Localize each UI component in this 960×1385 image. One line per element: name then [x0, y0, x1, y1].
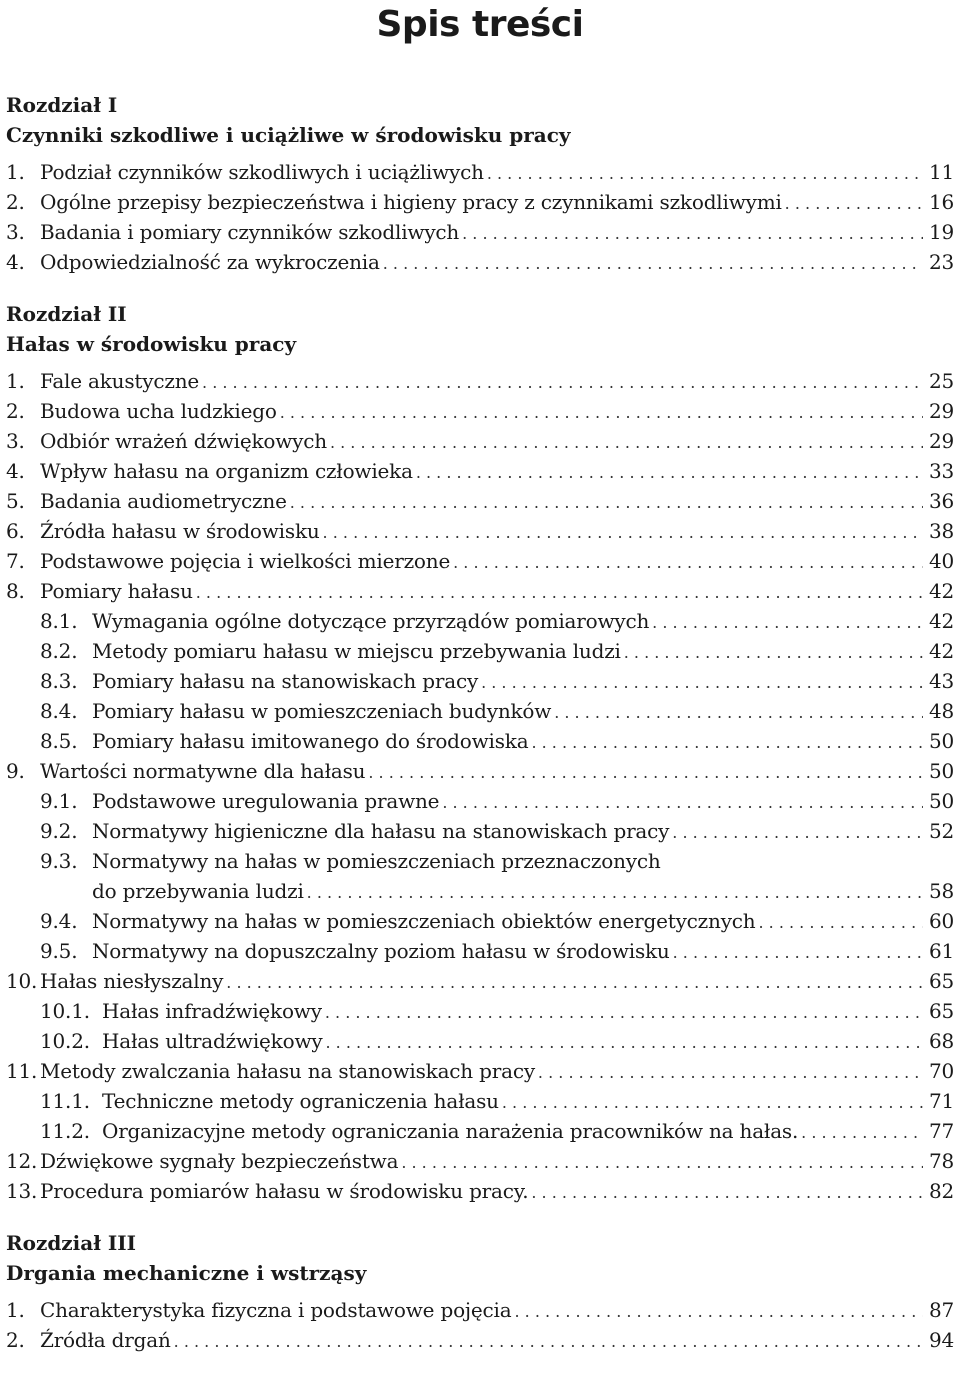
entry-text: Pomiary hałasu w pomieszczeniach budynków — [92, 699, 552, 723]
entry-page: 23 — [928, 250, 954, 274]
toc-entry[interactable] — [6, 157, 954, 187]
chapter-label: Rozdział III — [6, 1231, 136, 1255]
entry-text: Normatywy higieniczne dla hałasu na stanowiskach pracy — [92, 819, 670, 843]
entry-number: 12. — [6, 1149, 38, 1173]
entry-number: 9.1. — [40, 789, 78, 813]
entry-page: 19 — [928, 220, 954, 244]
toc-subentry[interactable] — [6, 696, 954, 726]
entry-number: 2. — [6, 190, 25, 214]
toc-entry[interactable] — [6, 426, 954, 456]
dot-leader — [481, 668, 923, 698]
entry-number: 8.1. — [40, 609, 78, 633]
entry-page: 42 — [928, 639, 954, 663]
entry-text: Podstawowe pojęcia i wielkości mierzone — [40, 549, 451, 573]
dot-leader — [672, 818, 923, 848]
entry-number: 9.3. — [40, 849, 78, 873]
entry-number: 8. — [6, 579, 25, 603]
page-title: Spis treści — [376, 4, 584, 45]
entry-page: 65 — [928, 969, 954, 993]
entry-page: 52 — [928, 819, 954, 843]
chapter-entries — [6, 366, 954, 1206]
dot-leader — [801, 1118, 923, 1148]
entry-text: Badania i pomiary czynników szkodliwych — [40, 220, 460, 244]
chapter-entries — [6, 157, 954, 277]
dot-leader — [307, 878, 923, 908]
entry-number: 8.2. — [40, 639, 78, 663]
entry-text: Hałas niesłyszalny — [40, 969, 224, 993]
entry-number: 9.2. — [40, 819, 78, 843]
entry-page: 60 — [928, 909, 954, 933]
toc-entry[interactable] — [6, 516, 954, 546]
toc-entry[interactable] — [6, 966, 954, 996]
entry-text: Pomiary hałasu na stanowiskach pracy — [92, 669, 479, 693]
entry-text-continuation: do przebywania ludzi — [92, 879, 304, 903]
toc-subentry-continuation[interactable] — [6, 876, 954, 906]
entry-number: 2. — [6, 1328, 25, 1352]
entry-text: Metody pomiaru hałasu w miejscu przebywania ludzi — [92, 639, 621, 663]
entry-text: Normatywy na dopuszczalny poziom hałasu w środowisku — [92, 939, 670, 963]
toc-entry[interactable] — [6, 1176, 954, 1206]
entry-number: 4. — [6, 250, 25, 274]
dot-leader — [673, 938, 923, 968]
entry-text: Odbiór wrażeń dźwiękowych — [40, 429, 327, 453]
entry-page: 50 — [928, 729, 954, 753]
entry-page: 70 — [928, 1059, 954, 1083]
entry-page: 33 — [928, 459, 954, 483]
chapter-entries — [6, 1295, 954, 1355]
entry-page: 94 — [928, 1328, 954, 1352]
entry-text: Pomiary hałasu imitowanego do środowiska — [92, 729, 529, 753]
chapter-label: Rozdział II — [6, 302, 127, 326]
entry-number: 11.2. — [40, 1119, 90, 1143]
entry-number: 11.1. — [40, 1089, 90, 1113]
entry-number: 13. — [6, 1179, 38, 1203]
entry-number: 10. — [6, 969, 38, 993]
entry-page: 29 — [928, 429, 954, 453]
entry-number: 5. — [6, 489, 25, 513]
toc-subentry-first-line[interactable] — [6, 846, 954, 876]
entry-number: 7. — [6, 549, 25, 573]
entry-page: 61 — [928, 939, 954, 963]
dot-leader — [368, 758, 923, 788]
entry-text: Ogólne przepisy bezpieczeństwa i higieny pracy z czynnikami szkodliwymi — [40, 190, 782, 214]
toc-entry[interactable] — [6, 247, 954, 277]
entry-text: Źródła drgań — [40, 1328, 171, 1352]
chapter-heading — [6, 1228, 954, 1288]
entry-page: 38 — [928, 519, 954, 543]
entry-page: 16 — [928, 190, 954, 214]
dot-leader — [174, 1327, 923, 1357]
dot-leader — [462, 219, 923, 249]
entry-number: 1. — [6, 1298, 25, 1322]
dot-leader — [323, 518, 923, 548]
toc-subentry[interactable] — [6, 606, 954, 636]
entry-number: 10.2. — [40, 1029, 90, 1053]
entry-number: 3. — [6, 220, 25, 244]
entry-text: Metody zwalczania hałasu na stanowiskach pracy — [40, 1059, 535, 1083]
entry-text: Pomiary hałasu — [40, 579, 193, 603]
entry-number: 2. — [6, 399, 25, 423]
entry-page: 36 — [928, 489, 954, 513]
toc-subentry[interactable] — [6, 666, 954, 696]
entry-text: Hałas infradźwiękowy — [102, 999, 322, 1023]
entry-page: 40 — [928, 549, 954, 573]
dot-leader — [514, 1297, 922, 1327]
toc-entry[interactable] — [6, 396, 954, 426]
toc-entry[interactable] — [6, 1146, 954, 1176]
entry-number: 10.1. — [40, 999, 90, 1023]
entry-text: Organizacyjne metody ograniczania narażenia pracowników na hałas. — [102, 1119, 799, 1143]
toc-subentry[interactable] — [6, 1026, 954, 1056]
entry-page: 50 — [928, 789, 954, 813]
dot-leader — [383, 249, 923, 279]
chapter-1 — [6, 90, 954, 277]
dot-leader — [325, 1028, 922, 1058]
entry-page: 71 — [928, 1089, 954, 1113]
toc-entry[interactable] — [6, 366, 954, 396]
entry-text: Wymagania ogólne dotyczące przyrządów pomiarowych — [92, 609, 650, 633]
dot-leader — [330, 428, 923, 458]
entry-number: 8.5. — [40, 729, 78, 753]
entry-text: Podstawowe uregulowania prawne — [92, 789, 440, 813]
entry-text: Normatywy na hałas w pomieszczeniach przeznaczonych — [92, 849, 661, 873]
toc-subentry[interactable] — [6, 906, 954, 936]
entry-text: Wpływ hałasu na organizm człowieka — [40, 459, 413, 483]
entry-page: 11 — [928, 160, 954, 184]
toc-entry[interactable] — [6, 456, 954, 486]
entry-text: Dźwiękowe sygnały bezpieczeństwa — [40, 1149, 399, 1173]
entry-text: Charakterystyka fizyczna i podstawowe pojęcia — [40, 1298, 512, 1322]
entry-page: 58 — [928, 879, 954, 903]
dot-leader — [531, 1178, 923, 1208]
entry-page: 65 — [928, 999, 954, 1023]
dot-leader — [196, 578, 923, 608]
dot-leader — [442, 788, 923, 818]
entry-number: 9.5. — [40, 939, 78, 963]
entry-text: Źródła hałasu w środowisku — [40, 519, 320, 543]
entry-text: Badania audiometryczne — [40, 489, 287, 513]
toc-subentry[interactable] — [6, 726, 954, 756]
dot-leader — [401, 1148, 923, 1178]
entry-page: 42 — [928, 609, 954, 633]
chapter-heading — [6, 90, 954, 150]
entry-page: 77 — [928, 1119, 954, 1143]
entry-page: 78 — [928, 1149, 954, 1173]
toc-subentry[interactable] — [6, 786, 954, 816]
entry-text: Procedura pomiarów hałasu w środowisku pracy. — [40, 1179, 529, 1203]
toc-entry[interactable] — [6, 1325, 954, 1355]
dot-leader — [280, 398, 923, 428]
dot-leader — [624, 638, 923, 668]
dot-leader — [758, 908, 922, 938]
toc-subentry[interactable] — [6, 996, 954, 1026]
entry-page: 25 — [928, 369, 954, 393]
entry-page: 29 — [928, 399, 954, 423]
dot-leader — [652, 608, 923, 638]
entry-page: 48 — [928, 699, 954, 723]
entry-number: 9. — [6, 759, 25, 783]
entry-text: Odpowiedzialność za wykroczenia — [40, 250, 380, 274]
entry-number: 1. — [6, 369, 25, 393]
entry-text: Normatywy na hałas w pomieszczeniach obiektów energetycznych — [92, 909, 756, 933]
chapter-title: Hałas w środowisku pracy — [6, 332, 297, 356]
entry-text: Wartości normatywne dla hałasu — [40, 759, 366, 783]
toc-subentry[interactable] — [6, 1116, 954, 1146]
toc-subentry[interactable] — [6, 1086, 954, 1116]
toc-entry[interactable] — [6, 187, 954, 217]
dot-leader — [202, 368, 923, 398]
dot-leader — [453, 548, 923, 578]
entry-page: 42 — [928, 579, 954, 603]
dot-leader — [487, 159, 923, 189]
chapter-label: Rozdział I — [6, 93, 118, 117]
entry-number: 3. — [6, 429, 25, 453]
entry-number: 9.4. — [40, 909, 78, 933]
entry-number: 1. — [6, 160, 25, 184]
entry-page: 68 — [928, 1029, 954, 1053]
dot-leader — [502, 1088, 923, 1118]
entry-text: Hałas ultradźwiękowy — [102, 1029, 323, 1053]
chapter-title: Drgania mechaniczne i wstrząsy — [6, 1261, 367, 1285]
entry-text: Fale akustyczne — [40, 369, 200, 393]
entry-number: 8.4. — [40, 699, 78, 723]
entry-text: Budowa ucha ludzkiego — [40, 399, 277, 423]
toc-entry[interactable] — [6, 486, 954, 516]
chapter-title: Czynniki szkodliwe i uciążliwe w środowisku pracy — [6, 123, 571, 147]
entry-page: 43 — [928, 669, 954, 693]
entry-number: 6. — [6, 519, 25, 543]
dot-leader — [538, 1058, 923, 1088]
toc-entry[interactable] — [6, 576, 954, 606]
entry-text: Podział czynników szkodliwych i uciążliwych — [40, 160, 484, 184]
toc-subentry[interactable] — [6, 636, 954, 666]
entry-text: Techniczne metody ograniczenia hałasu — [102, 1089, 499, 1113]
dot-leader — [226, 968, 923, 998]
entry-page: 87 — [928, 1298, 954, 1322]
chapter-heading — [6, 299, 954, 359]
dot-leader — [290, 488, 923, 518]
toc-subentry[interactable] — [6, 936, 954, 966]
chapter-3 — [6, 1228, 954, 1355]
chapter-2 — [6, 299, 954, 1206]
toc-subentry[interactable] — [6, 816, 954, 846]
toc-entry[interactable] — [6, 217, 954, 247]
toc-entry[interactable] — [6, 1056, 954, 1086]
dot-leader — [785, 189, 923, 219]
toc-entry[interactable] — [6, 546, 954, 576]
entry-number: 4. — [6, 459, 25, 483]
entry-page: 50 — [928, 759, 954, 783]
dot-leader — [416, 458, 923, 488]
entry-page: 82 — [928, 1179, 954, 1203]
dot-leader — [325, 998, 923, 1028]
dot-leader — [531, 728, 923, 758]
toc-entry[interactable] — [6, 1295, 954, 1325]
toc-entry[interactable] — [6, 756, 954, 786]
entry-number: 11. — [6, 1059, 38, 1083]
dot-leader — [554, 698, 923, 728]
entry-number: 8.3. — [40, 669, 78, 693]
